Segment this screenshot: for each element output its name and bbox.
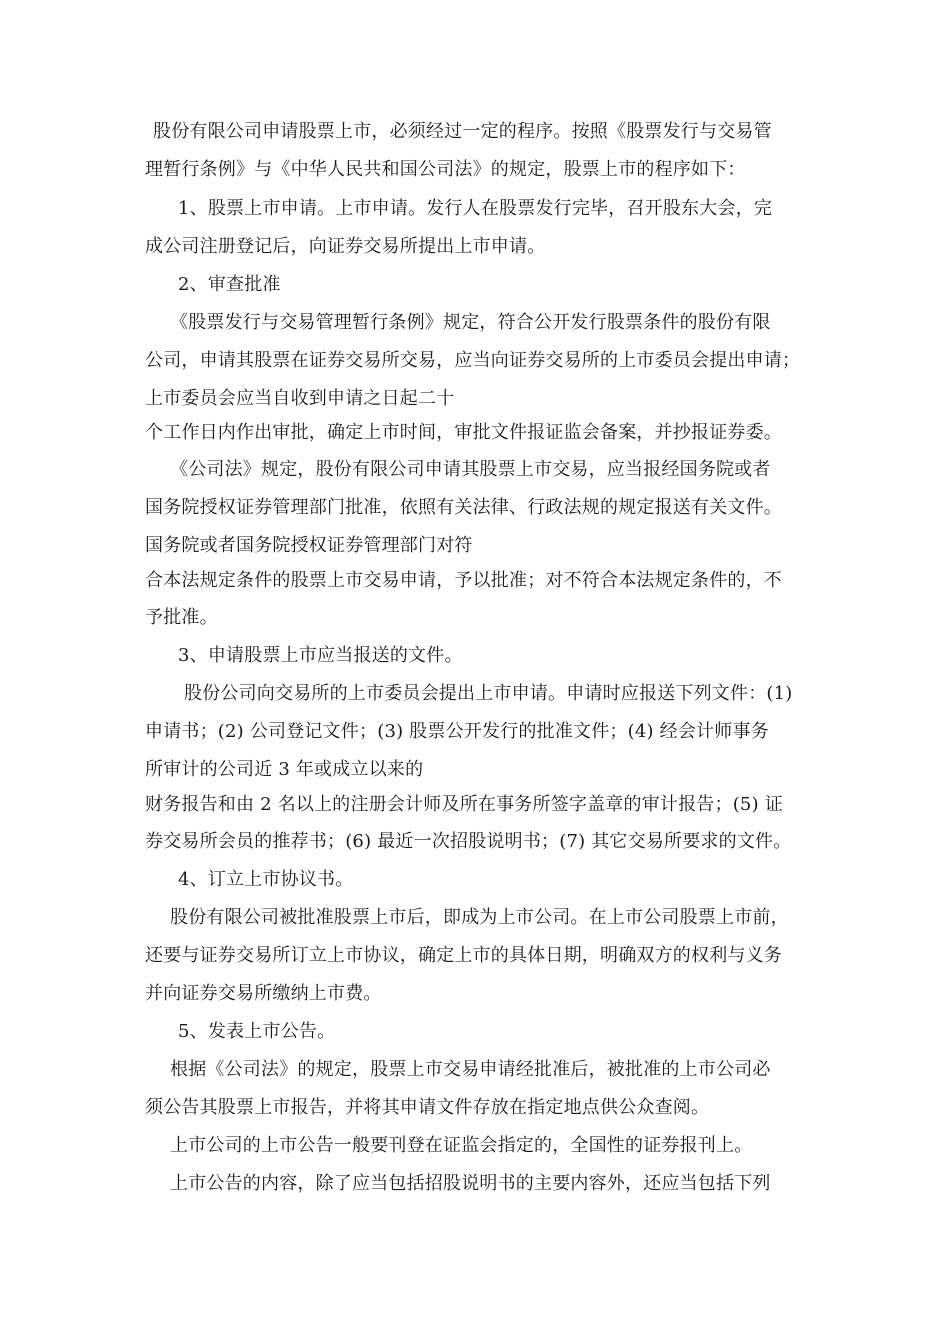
text-line: 合本法规定条件的股票上市交易申请，予以批准；对不符合本法规定条件的，不 [145, 570, 782, 591]
text-line: 1、股票上市申请。上市申请。发行人在股票发行完毕，召开股东大会，完 [178, 198, 773, 219]
section-heading: 3、申请股票上市应当报送的文件。 [178, 645, 463, 666]
text-line: 《公司法》规定，股份有限公司申请其股票上市交易，应当报经国务院或者 [170, 459, 771, 480]
text-line: 须公告其股票上市报告，并将其申请文件存放在指定地点供公众查阅。 [145, 1097, 710, 1118]
text-line: 予批准。 [145, 607, 218, 628]
text-line: 股份有限公司申请股票上市，必须经过一定的程序。按照《股票发行与交易管 [153, 121, 772, 142]
section-heading: 2、审查批准 [178, 274, 281, 295]
text-line: 理暂行条例》与《中华人民共和国公司法》的规定，股票上市的程序如下： [145, 159, 746, 180]
text-line: 还要与证券交易所订立上市协议，确定上市的具体日期，明确双方的权利与义务 [145, 945, 782, 966]
text-line: 国务院授权证券管理部门批准，依照有关法律、行政法规的规定报送有关文件。 [145, 497, 782, 518]
section-heading: 4、订立上市协议书。 [178, 869, 354, 890]
section-heading: 5、发表上市公告。 [178, 1021, 336, 1042]
text-line: 上市公告的内容，除了应当包括招股说明书的主要内容外，还应当包括下列 [170, 1173, 771, 1194]
text-line: 上市委员会应当自收到申请之日起二十 [145, 388, 455, 409]
text-line: 公司，申请其股票在证券交易所交易，应当向证券交易所的上市委员会提出申请； [145, 350, 801, 371]
text-line: 国务院或者国务院授权证券管理部门对符 [145, 535, 473, 556]
text-line: 股份公司向交易所的上市委员会提出上市申请。申请时应报送下列文件：(1) [184, 683, 793, 704]
text-line: 并向证券交易所缴纳上市费。 [145, 983, 382, 1004]
text-line: 券交易所会员的推荐书；(6) 最近一次招股说明书；(7) 其它交易所要求的文件。 [145, 831, 792, 852]
text-line: 股份有限公司被批准股票上市后，即成为上市公司。在上市公司股票上市前， [170, 907, 789, 928]
text-line: 财务报告和由 2 名以上的注册会计师及所在事务所签字盖章的审计报告；(5) 证 [145, 794, 783, 815]
text-line: 个工作日内作出审批，确定上市时间，审批文件报证监会备案，并抄报证券委。 [145, 422, 782, 443]
text-line: 上市公司的上市公告一般要刊登在证监会指定的，全国性的证券报刊上。 [170, 1135, 753, 1156]
text-line: 《股票发行与交易管理暂行条例》规定，符合公开发行股票条件的股份有限 [170, 312, 771, 333]
text-line: 根据《公司法》的规定，股票上市交易申请经批准后，被批准的上市公司必 [170, 1059, 771, 1080]
text-line: 申请书；(2) 公司登记文件；(3) 股票公开发行的批准文件；(4) 经会计师事务 [145, 721, 769, 742]
text-line: 成公司注册登记后，向证券交易所提出上市申请。 [145, 236, 546, 257]
text-line: 所审计的公司近 3 年或成立以来的 [145, 759, 424, 780]
